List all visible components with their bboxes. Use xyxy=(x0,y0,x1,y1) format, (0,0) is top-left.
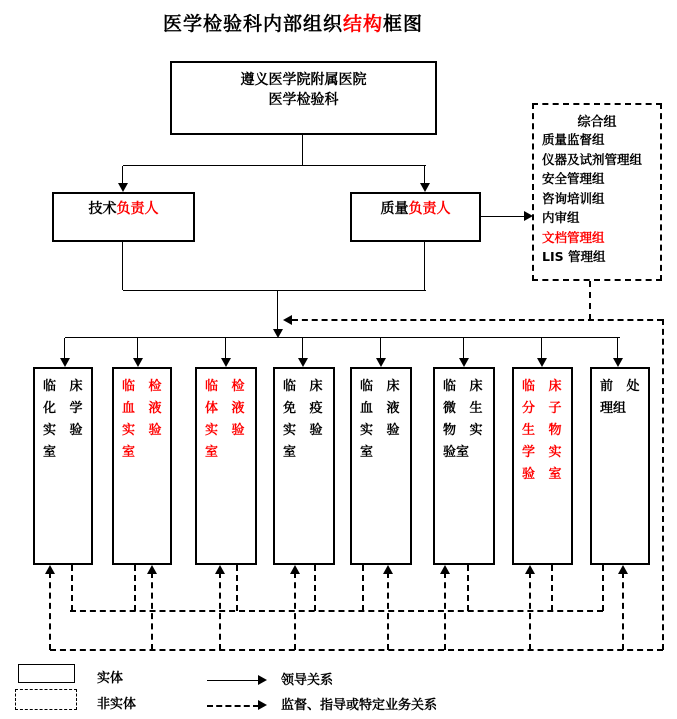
lab-text-line: 生 物 xyxy=(522,423,562,438)
lab-box-preprocessing-group xyxy=(590,367,650,565)
plain-stub-lab-8 xyxy=(602,565,604,611)
lab-box-outpatient-blood xyxy=(112,367,172,565)
technical-manager-box xyxy=(52,192,195,242)
lab-text-line: 微 生 xyxy=(443,401,483,416)
drop-line-lab-3 xyxy=(225,338,226,358)
title-part-highlight: 结构 xyxy=(343,13,384,35)
technical-manager-label-red: 负责人 xyxy=(116,201,159,217)
lab-text-line: 物 实 xyxy=(443,423,483,438)
hospital-department-box xyxy=(170,61,437,135)
dashed-right-vertical xyxy=(662,319,664,650)
lab-text-line: 室 xyxy=(283,445,297,460)
lab-box-body-fluid xyxy=(195,367,257,565)
lab-text-line: 学 实 xyxy=(522,445,562,460)
lab-text-line: 临 床 xyxy=(43,379,83,394)
arrow-stub-lab-8 xyxy=(622,572,624,650)
connector-technical-down xyxy=(122,242,123,290)
drop-line-lab-1 xyxy=(64,338,65,358)
plain-stub-lab-1 xyxy=(71,565,73,611)
lab-text-line: 血 液 xyxy=(122,401,162,416)
connector-managers-join xyxy=(123,290,426,291)
lab-text-line: 室 xyxy=(205,445,219,460)
composite-group-box xyxy=(532,103,662,281)
group-item-quality-supervision: 质量监督组 xyxy=(542,132,605,147)
arrow-stub-lab-5 xyxy=(387,572,389,650)
quality-manager-label-red: 负责人 xyxy=(408,201,451,217)
drop-line-lab-5 xyxy=(380,338,381,358)
arrowhead-lab-1 xyxy=(60,358,70,367)
plain-stub-lab-3 xyxy=(236,565,238,611)
dashed-arrowhead-left xyxy=(283,315,292,325)
lab-box-clinical-immunology xyxy=(273,367,335,565)
group-item-document-management: 文档管理组 xyxy=(542,229,605,245)
plain-stub-lab-6 xyxy=(467,565,469,611)
lab-text-line: 实 验 xyxy=(283,423,323,438)
lab-text-line: 理组 xyxy=(600,401,627,416)
lab-text-line: 血 液 xyxy=(360,401,400,416)
group-item-instrument-reagent: 仪器及试剂管理组 xyxy=(542,151,643,167)
legend-entity-label: 实体 xyxy=(97,671,124,686)
composite-group-header: 综合组 xyxy=(577,115,617,130)
lab-text-line: 临 床 xyxy=(283,379,323,394)
hospital-name: 遵义医学院附属医院 xyxy=(240,72,367,88)
technical-manager-label: 技术 xyxy=(88,201,117,217)
legend-dashed-rect xyxy=(15,689,77,710)
legend-dashed-arrowhead xyxy=(258,700,267,710)
drop-line-lab-6 xyxy=(463,338,464,358)
group-item-safety: 安全管理组 xyxy=(542,171,605,186)
group-item-lis-management: LIS 管理组 xyxy=(542,249,606,264)
lab-text-line: 临 床 xyxy=(443,379,483,394)
arrowhead-into-technical xyxy=(118,183,128,192)
dashed-upper-bus xyxy=(70,610,603,612)
lab-box-clinical-microbiology xyxy=(433,367,495,565)
plain-stub-lab-4 xyxy=(314,565,316,611)
legend-dashed-arrow-line xyxy=(207,705,259,707)
connector-distribution-bus xyxy=(65,337,620,338)
drop-line-lab-7 xyxy=(541,338,542,358)
lab-text-line: 实 验 xyxy=(205,423,245,438)
lab-text-line: 室 xyxy=(122,445,136,460)
arrowhead-into-quality xyxy=(420,183,430,192)
connector-to-technical xyxy=(122,166,123,184)
group-item-internal-audit: 内审组 xyxy=(542,210,580,225)
arrowhead-lab-5 xyxy=(376,358,386,367)
arrow-stub-lab-7 xyxy=(529,572,531,650)
lab-text-line: 临 床 xyxy=(522,379,562,394)
arrowhead-lab-2 xyxy=(133,358,143,367)
lab-text-line: 免 疫 xyxy=(283,401,323,416)
lab-text-line: 临 检 xyxy=(122,379,162,394)
arrowhead-lab-4 xyxy=(298,358,308,367)
arrow-stub-lab-2 xyxy=(151,572,153,650)
group-item-consult-training: 咨询培训组 xyxy=(542,190,605,206)
connector-split-bar xyxy=(123,165,426,166)
page-title xyxy=(163,9,423,36)
lab-box-clinical-hematology xyxy=(350,367,412,565)
dashed-horizontal-main xyxy=(292,319,663,321)
arrow-stub-lab-4 xyxy=(294,572,296,650)
lab-text-line: 室 xyxy=(43,445,57,460)
legend-solid-arrow-line xyxy=(207,680,259,681)
lab-box-clinical-chemistry xyxy=(33,367,93,565)
legend-lead-label: 领导关系 xyxy=(281,673,334,688)
connector-quality-to-composite xyxy=(481,216,524,217)
lab-text-line: 验室 xyxy=(443,445,470,460)
lab-text-line: 体 液 xyxy=(205,401,245,416)
lab-text-line: 实 验 xyxy=(122,423,162,438)
plain-stub-lab-2 xyxy=(134,565,136,611)
legend-solid-rect xyxy=(18,664,75,683)
connector-quality-down xyxy=(424,242,425,290)
arrow-stub-lab-3 xyxy=(219,572,221,650)
lab-text-line: 临 检 xyxy=(205,379,245,394)
department-name: 医学检验科 xyxy=(268,92,339,108)
plain-stub-lab-5 xyxy=(362,565,364,611)
lab-text-line: 实 验 xyxy=(360,423,400,438)
title-part-1: 医学检验科内部组织 xyxy=(163,13,344,35)
legend-solid-arrowhead xyxy=(258,675,267,685)
lab-text-line: 前 处 xyxy=(600,379,640,394)
arrowhead-lab-7 xyxy=(537,358,547,367)
drop-line-lab-8 xyxy=(617,338,618,358)
quality-manager-label: 质量 xyxy=(380,201,409,217)
dashed-composite-down xyxy=(589,281,591,320)
arrowhead-lab-3 xyxy=(221,358,231,367)
title-part-3: 框图 xyxy=(383,13,424,35)
lab-text-line: 临 床 xyxy=(360,379,400,394)
arrow-stub-lab-6 xyxy=(444,572,446,650)
quality-manager-box xyxy=(350,192,481,242)
lab-text-line: 实 验 xyxy=(43,423,83,438)
lab-text-line: 分 子 xyxy=(522,401,562,416)
drop-line-lab-4 xyxy=(302,338,303,358)
connector-mid-vertical xyxy=(277,290,278,330)
connector-to-quality xyxy=(424,166,425,184)
lab-text-line: 室 xyxy=(360,445,374,460)
arrowhead-into-composite xyxy=(524,211,533,221)
arrowhead-lab-6 xyxy=(459,358,469,367)
legend-non-entity-label: 非实体 xyxy=(97,697,137,712)
connector-top-vertical xyxy=(302,135,303,166)
legend-supervise-label: 监督、指导或特定业务关系 xyxy=(281,698,438,713)
drop-line-lab-2 xyxy=(137,338,138,358)
lab-text-line: 验 室 xyxy=(522,467,562,482)
lab-box-molecular-biology xyxy=(512,367,573,565)
arrow-stub-lab-1 xyxy=(49,572,51,650)
arrowhead-lab-8 xyxy=(613,358,623,367)
lab-text-line: 化 学 xyxy=(43,401,83,416)
plain-stub-lab-7 xyxy=(551,565,553,611)
dashed-lower-bus xyxy=(50,649,663,651)
